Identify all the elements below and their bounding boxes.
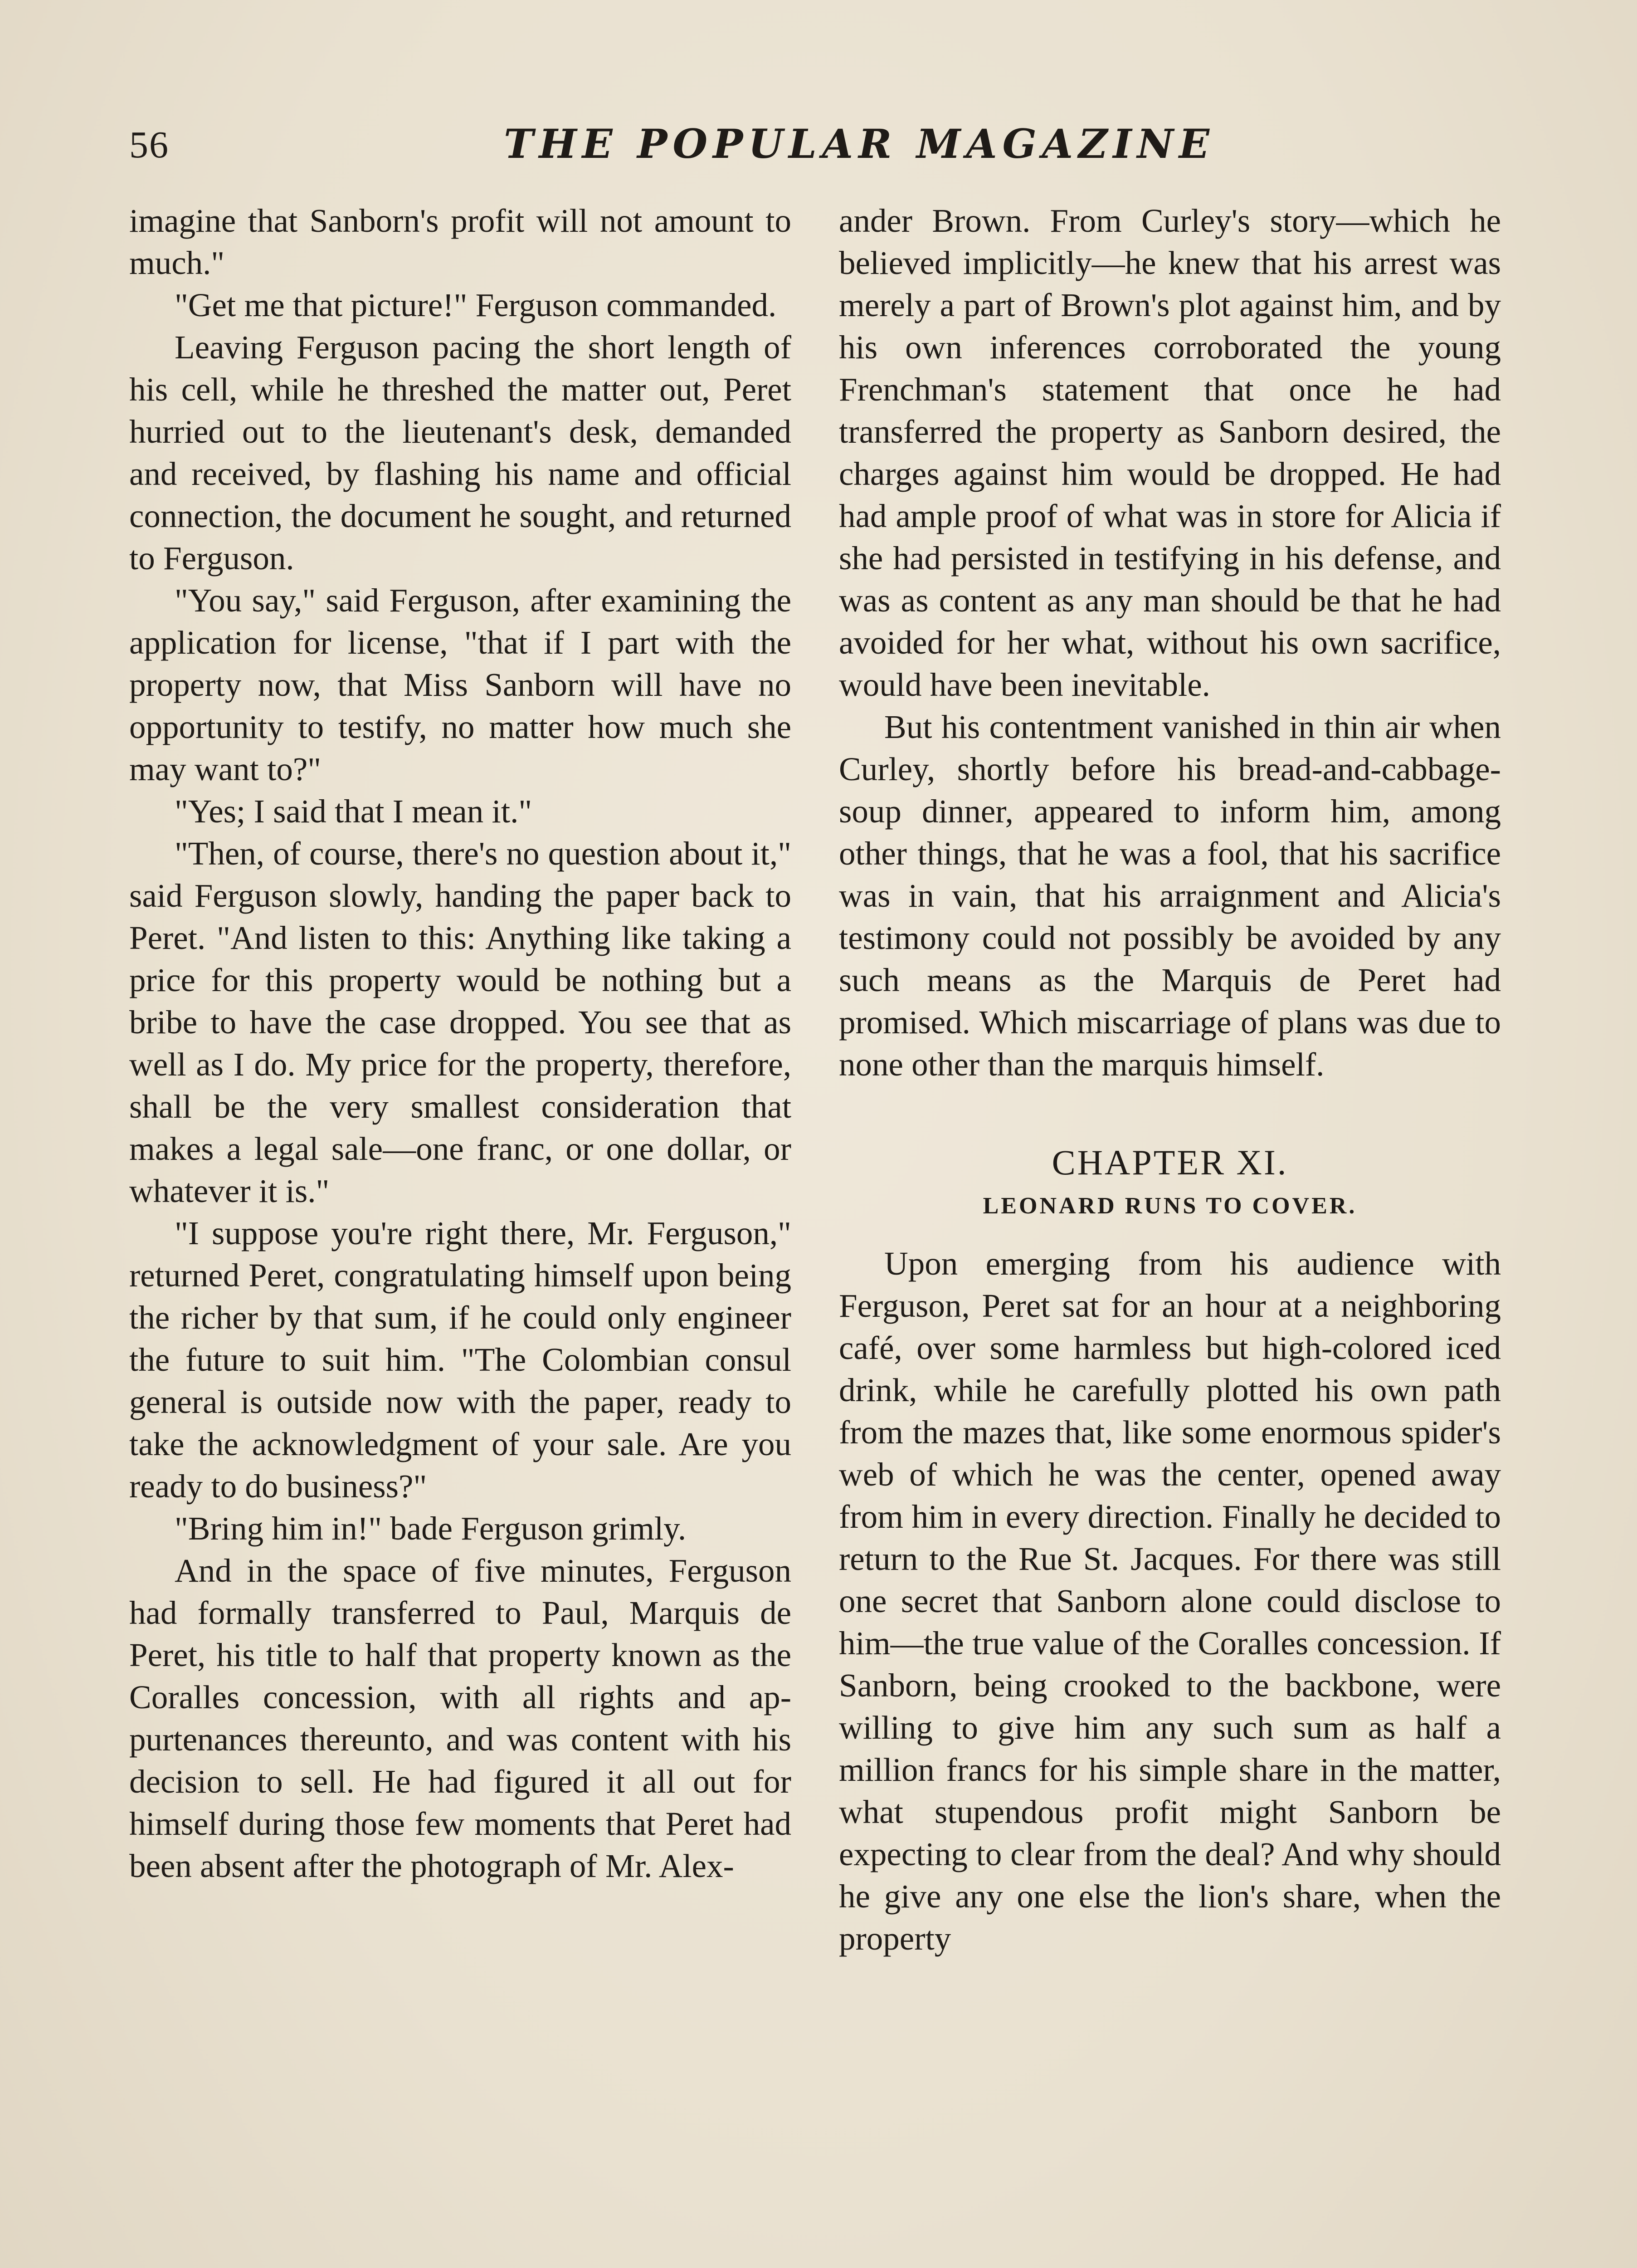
right-column: [839, 200, 1501, 1960]
running-head: THE POPULAR MAGAZINE: [503, 120, 1215, 167]
paragraph: "Yes; I said that I mean it.": [175, 793, 532, 830]
chapter-title: CHAPTER XI.: [1052, 1143, 1288, 1182]
page-number: 56: [129, 124, 169, 166]
paragraph: And in the space of five minutes, Ferguson had formally transferred to Paul, Marquis de Peret, his title to half that property known as the Coralles concession, with all rights and appurtenances thereunto, and was content with his decision to sell. He had figured it all out for himself during those few moments that Peret had been absent after the photograph of Mr. Alex-: [129, 1552, 791, 1884]
paragraph: "Then, of course, there's no question about it," said Ferguson slowly, handing the paper back to Peret. "And listen to this: Anything like taking a price for this property would be nothing but a bribe to have the case dropped. You see that as well as I do. My price for the property, therefore, shall be the very smallest consideration that makes a legal sale—one franc, or one dollar, or whatever it is.": [129, 835, 791, 1209]
paragraph: Leaving Ferguson pacing the short length of his cell, while he threshed the matter out, Peret hurried out to the lieutenant's desk, demanded and received, by flashing his name and official connection, the document he sought, and returned to Ferguson.: [129, 329, 791, 577]
chapter-subtitle: LEONARD RUNS TO COVER.: [983, 1193, 1357, 1219]
paragraph: But his contentment vanished in thin air when Curley, shortly before his bread-and-cabbage-soup dinner, appeared to inform him, among other things, that he was a fool, that his sacrifice was in vain, that his arraignment and Alicia's testimony could not possibly be avoided by any such means as the Marquis de Peret had promised. Which miscarriage of plans was due to none other than the marquis himself.: [839, 709, 1501, 1083]
paragraph: "You say," said Ferguson, after examining the application for license, "that if I part with the property now, that Miss Sanborn will have no opportunity to testify, no matter how much she may want to?": [129, 582, 791, 787]
paragraph: "Get me that picture!" Ferguson commanded.: [175, 287, 777, 323]
left-column: [129, 200, 791, 1887]
paragraph: "I suppose you're right there, Mr. Ferguson," returned Peret, congratulating himself upon being the richer by that sum, if he could only engineer the future to suit him. "The Colombian consul general is outside now with the paper, ready to take the acknowledgment of your sale. Are you ready to do business?": [129, 1215, 791, 1505]
paragraph: imagine that Sanborn's profit will not amount to much.": [129, 202, 791, 281]
paragraph: Upon emerging from his audience with Ferguson, Peret sat for an hour at a neighboring café, over some harmless but high-colored iced drink, while he carefully plotted his own path from the mazes that, like some enormous spider's web of which he was the center, opened away from him in every direction. Finally he decided to return to the Rue St. Jacques. For there was still one secret that Sanborn alone could disclose to him—the true value of the Coralles concession. If Sanborn, being crooked to the backbone, were willing to give him any such sum as half a million francs for his simple share in the matter, what stupendous profit might Sanborn be expecting to clear from the deal? And why should he give any one else the lion's share, when the property: [839, 1245, 1501, 1957]
paragraph: "Bring him in!" bade Ferguson grimly.: [175, 1510, 687, 1547]
paragraph: ander Brown. From Curley's story—which he believed implicitly—he knew that his arrest was merely a part of Brown's plot against him, and by his own inferences corroborated the young Frenchman's statement that once he had transferred the property as Sanborn desired, the charges against him would be dropped. He had had ample proof of what was in store for Alicia if she had persisted in testifying in his defense, and was as content as any man should be that he had avoided for her what, without his own sacrifice, would have been inevitable.: [839, 202, 1501, 703]
